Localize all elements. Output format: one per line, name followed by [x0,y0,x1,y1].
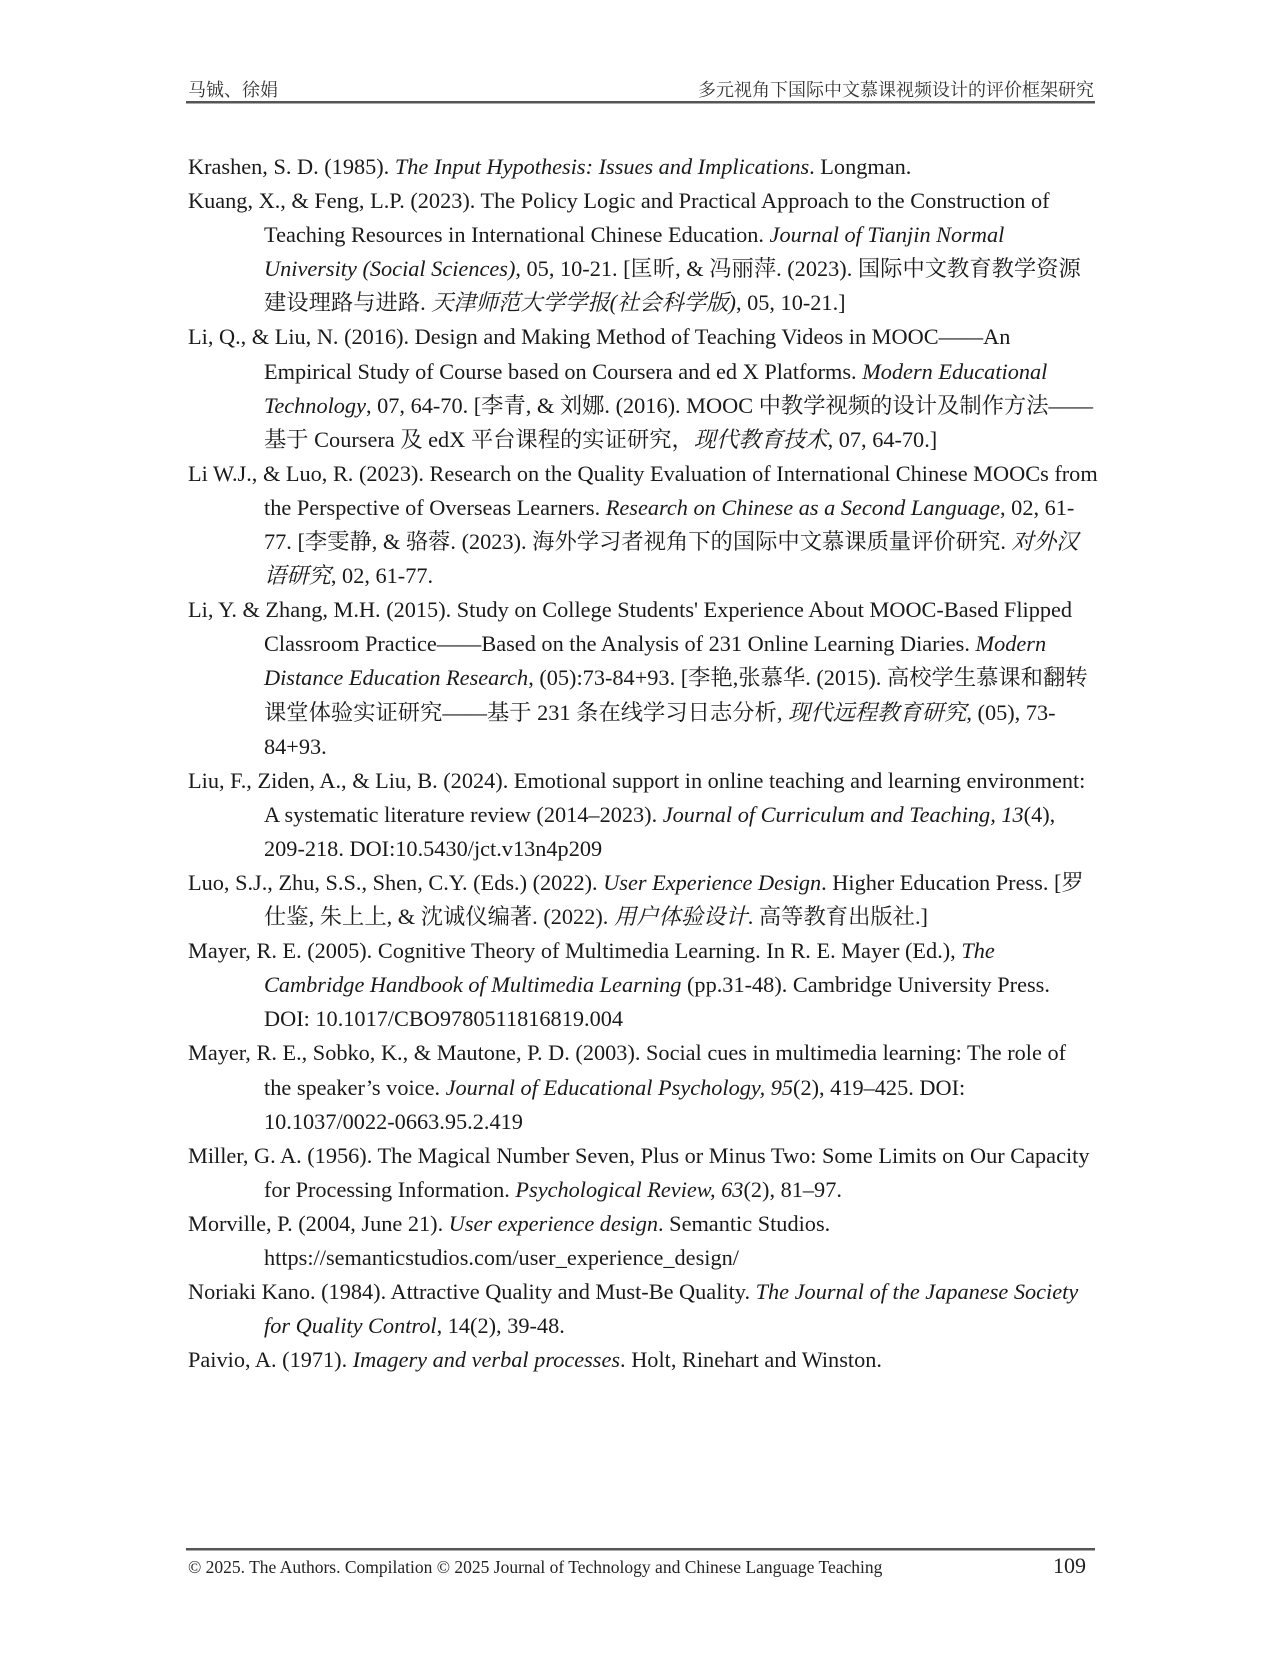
reference-italic-segment: Journal of Tianjin Normal University (Social Sciences) [264,222,1005,282]
reference-segment: . Longman. [809,154,912,179]
reference-italic-segment: Modern Distance Education Research [264,631,1047,691]
reference-italic-segment: 对外汉语研究 [264,529,1079,589]
header-rule [186,101,1095,104]
reference-segment: Krashen, S. D. (1985). [188,154,395,179]
reference-entry [188,457,1098,593]
reference-segment: Li, Y. & Zhang, M.H. (2015). Study on College Students' Experience About MOOC-Based Flipped Classroom Practice——Based on the Analysis of 231 Online Learning Diaries. [188,597,1073,657]
reference-segment: , 05, 10-21. [匡昕, & 冯丽萍. (2023). 国际中文教育教学资源建设理路与进路. [264,256,1081,316]
reference-segment: Liu, F., Ziden, A., & Liu, B. (2024). Emotional support in online teaching and learning environment: A systematic literature review (2014–2023). [188,767,1086,827]
reference-entry [188,1343,1098,1377]
reference-segment: , 02, 61-77. [330,563,434,589]
reference-entry [188,934,1098,1036]
reference-segment: , 02, 61-77. [李雯静, & 骆蓉. (2023). 海外学习者视角下的国际中文慕课质量评价研究. [264,494,1075,555]
reference-entry [188,593,1098,763]
reference-segment: . Semantic Studios. https://semanticstudios.com/user_experience_design/ [264,1210,831,1270]
footer-rule [186,1548,1095,1551]
reference-italic-segment: 现代教育技术 [693,426,828,452]
reference-italic-segment: 用户体验设计 [613,904,748,930]
reference-entry [188,1139,1098,1207]
reference-segment: (4), 209-218. DOI:10.5430/jct.v13n4p209 [264,801,1056,861]
reference-italic-segment: The Cambridge Handbook of Multimedia Learning [264,938,995,998]
reference-italic-segment: User experience design [448,1210,659,1236]
reference-segment: Miller, G. A. (1956). The Magical Number Seven, Plus or Minus Two: Some Limits on Our Capacity for Processing Information. [188,1142,1090,1202]
reference-segment: Li, Q., & Liu, N. (2016). Design and Making Method of Teaching Videos in MOOC——An Empirical Study of Course based on Coursera and ed X Platforms. [188,324,1011,384]
reference-segment: , (05), 73-84+93. [264,699,1056,759]
reference-segment: Luo, S.J., Zhu, S.S., Shen, C.Y. (Eds.) (2022). [188,869,604,895]
reference-italic-segment: Modern Educational Technology [264,358,1048,418]
reference-italic-segment: Research on Chinese as a Second Language [605,494,1001,520]
reference-segment: (2), 419–425. DOI: 10.1037/0022-0663.95.2.419 [264,1074,966,1134]
reference-entry [188,184,1098,320]
reference-italic-segment: Journal of Educational Psychology, 95 [445,1074,794,1100]
running-header [188,72,1094,102]
reference-segment: , 07, 64-70. [李青, & 刘娜. (2016). MOOC 中教学视频的设计及制作方法——基于 Coursera 及 edX 平台课程的实证研究， [264,392,1094,452]
reference-segment: Mayer, R. E., Sobko, K., & Mautone, P. D. (2003). Social cues in multimedia learning: The role of the speaker’s voice. [188,1040,1067,1100]
reference-segment: Noriaki Kano. (1984). Attractive Quality and Must-Be Quality. [188,1279,756,1305]
reference-segment: (pp.31-48). Cambridge University Press. DOI: 10.1017/CBO9780511816819.004 [264,972,1050,1032]
reference-entry [188,866,1098,934]
reference-italic-segment: Psychological Review, 63 [515,1176,744,1202]
reference-segment: Paivio, A. (1971). [188,1347,353,1373]
footer-copyright: © 2025. The Authors. Compilation © 2025 Journal of Technology and Chinese Language Teaching [188,1557,883,1577]
page-footer [188,1553,1094,1583]
reference-italic-segment: 天津师范大学学报(社会科学版) [431,290,736,316]
reference-italic-segment: The Input Hypothesis: Issues and Implications [394,154,810,179]
reference-italic-segment: Journal of Curriculum and Teaching, 13 [662,801,1024,827]
page-number: 109 [1053,1553,1086,1578]
reference-segment: , 05, 10-21.] [735,290,846,316]
reference-italic-segment: The Journal of the Japanese Society for Quality Control [264,1279,1079,1339]
reference-entry [188,1275,1098,1343]
reference-segment: Li W.J., & Luo, R. (2023). Research on the Quality Evaluation of International Chinese MOOCs from the Perspective of Overseas Learners. [188,460,1098,520]
reference-italic-segment: 现代远程教育研究 [787,699,967,725]
reference-segment: Morville, P. (2004, June 21). [188,1210,449,1236]
reference-italic-segment: Imagery and verbal processes [352,1347,621,1373]
reference-segment: . Higher Education Press. [罗仕鉴, 朱上上, & 沈诚仪编著. (2022). [264,869,1084,930]
reference-segment: , 14(2), 39-48. [436,1313,565,1339]
header-article-title: 多元视角下国际中文慕课视频设计的评价框架研究 [698,80,1094,101]
reference-italic-segment: User Experience Design [603,869,822,895]
reference-segment: (2), 81–97. [743,1176,842,1202]
reference-entry [188,1207,1098,1275]
reference-segment: Mayer, R. E. (2005). Cognitive Theory of Multimedia Learning. In R. E. Mayer (Ed.), [188,938,962,964]
reference-entry [188,320,1098,456]
reference-entry [188,150,1098,184]
reference-entry [188,1036,1098,1138]
reference-segment: . 高等教育出版社.] [747,904,928,930]
reference-list [188,150,1098,1377]
reference-segment: , (05):73-84+93. [李艳,张慕华. (2015). 高校学生慕课和翻转课堂体验实证研究——基于 231 条在线学习日志分析, [264,665,1088,725]
reference-entry [188,764,1098,866]
header-authors: 马铖、徐娟 [188,80,278,101]
reference-segment: , 07, 64-70.] [827,426,938,452]
reference-segment: . Holt, Rinehart and Winston. [620,1347,882,1373]
reference-segment: Kuang, X., & Feng, L.P. (2023). The Policy Logic and Practical Approach to the Construction of Teaching Resources in International Chinese Education. [188,188,1050,248]
